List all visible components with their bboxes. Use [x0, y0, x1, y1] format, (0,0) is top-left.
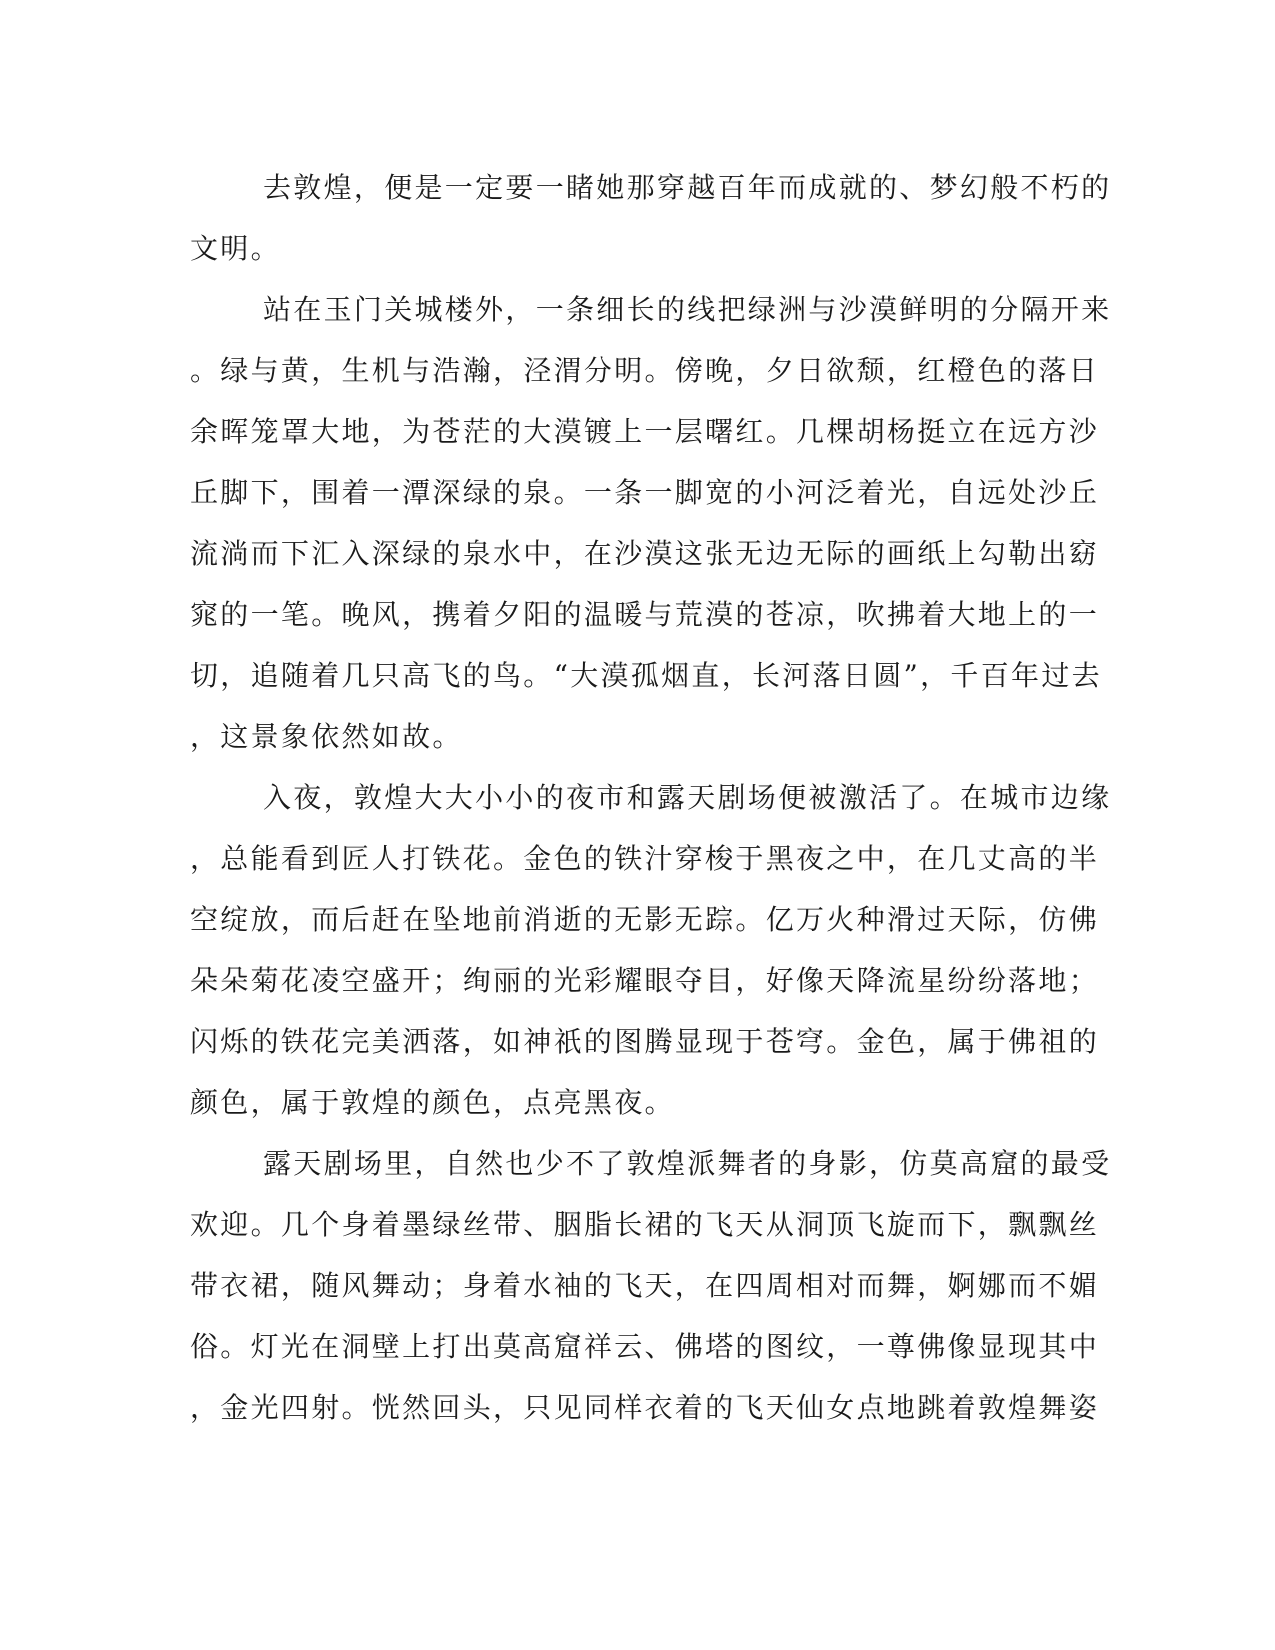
document-body: [190, 157, 1112, 1438]
text-line: 。绿与黄，生机与浩瀚，泾渭分明。傍晚，夕日欲颓，红橙色的落日: [190, 354, 1100, 387]
text-line: 站在玉门关城楼外，一条细长的线把绿洲与沙漠鲜明的分隔开来: [263, 293, 1112, 326]
text-line: 朵朵菊花凌空盛开；绚丽的光彩耀眼夺目，好像天降流星纷纷落地；: [190, 964, 1100, 997]
paragraph: [190, 1133, 1112, 1438]
paragraph: [190, 157, 1112, 279]
text-line: 去敦煌，便是一定要一睹她那穿越百年而成就的、梦幻般不朽的: [263, 171, 1112, 204]
text-line: 欢迎。几个身着墨绿丝带、胭脂长裙的飞天从洞顶飞旋而下，飘飘丝: [190, 1208, 1100, 1241]
text-line: 露天剧场里，自然也少不了敦煌派舞者的身影，仿莫高窟的最受: [263, 1147, 1112, 1180]
text-line: 俗。灯光在洞壁上打出莫高窟祥云、佛塔的图纹，一尊佛像显现其中: [190, 1330, 1100, 1363]
text-line: ，金光四射。恍然回头，只见同样衣着的飞天仙女点地跳着敦煌舞姿: [190, 1391, 1100, 1424]
text-line: 切，追随着几只高飞的鸟。“大漠孤烟直，长河落日圆”，千百年过去: [190, 659, 1102, 692]
text-line: 闪烁的铁花完美洒落，如神祇的图腾显现于苍穹。金色，属于佛祖的: [190, 1025, 1100, 1058]
text-line: 余晖笼罩大地，为苍茫的大漠镀上一层曙红。几棵胡杨挺立在远方沙: [190, 415, 1100, 448]
paragraph: [190, 767, 1112, 1133]
text-line: 带衣裙，随风舞动；身着水袖的飞天，在四周相对而舞，婀娜而不媚: [190, 1269, 1100, 1302]
text-line: 空绽放，而后赶在坠地前消逝的无影无踪。亿万火种滑过天际，仿佛: [190, 903, 1100, 936]
text-line: ，总能看到匠人打铁花。金色的铁汁穿梭于黑夜之中，在几丈高的半: [190, 842, 1100, 875]
text-line: 窕的一笔。晚风，携着夕阳的温暖与荒漠的苍凉，吹拂着大地上的一: [190, 598, 1100, 631]
text-line: 流淌而下汇入深绿的泉水中，在沙漠这张无边无际的画纸上勾勒出窈: [190, 537, 1100, 570]
text-line: ，这景象依然如故。: [190, 720, 463, 753]
paragraph: [190, 279, 1112, 767]
text-line: 文明。: [190, 232, 281, 265]
text-line: 入夜，敦煌大大小小的夜市和露天剧场便被激活了。在城市边缘: [263, 781, 1112, 814]
text-line: 丘脚下，围着一潭深绿的泉。一条一脚宽的小河泛着光，自远处沙丘: [190, 476, 1100, 509]
text-line: 颜色，属于敦煌的颜色，点亮黑夜。: [190, 1086, 675, 1119]
